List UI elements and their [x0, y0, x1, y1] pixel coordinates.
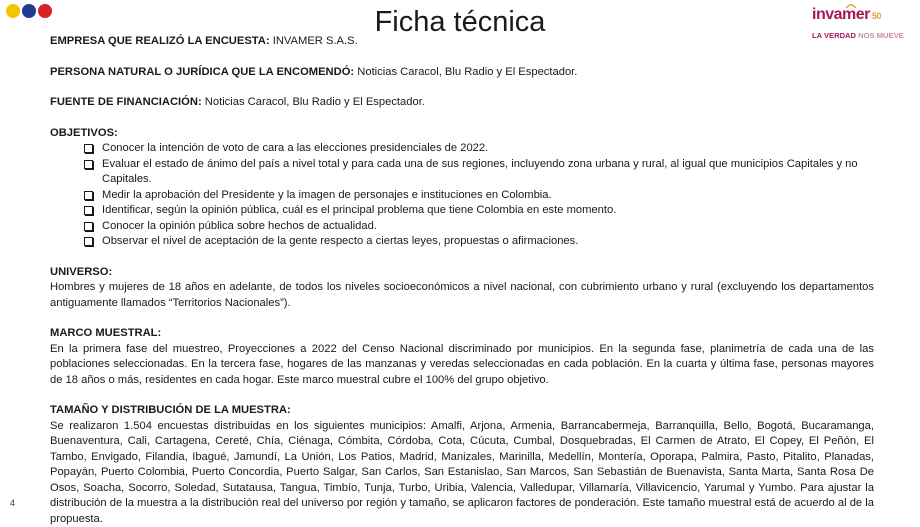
list-item: Observar el nivel de aceptación de la gente respecto a ciertas leyes, propuestas o afirmaciones.: [82, 234, 874, 250]
checkbox-bullet-icon: [84, 206, 93, 215]
tamano-text: Se realizaron 1.504 encuestas distribuidas en los siguientes municipios: Amalfi, Arjona, Armenia, Barrancabermeja, Barranquilla, Bello, Bogotá, Bucaramanga, Buenaventura, Cali, Cartagena, Cereté, Chía, Ciénaga, Cómbita, Córdoba, Cota, Cúcuta, Cumbal, Dosquebradas, El Carmen de Atrato, El Copey, El Peñón, El Tambo, Envigado, Filandia, Ibagué, Jamundí, La Unión, Los Patios, Madrid, Manizales, Marinilla, Medellín, Montería, Oporapa, Palmira, Pasto, Pitalito, Planadas, Popayán, Puerto Colombia, Puerto Concordia, Puerto Salgar, San Carlos, San Estanislao, San Marcos, San Sebastián de Buenavista, Santa Marta, Santa Rosa De Osos, Soacha, Socorro, Soledad, Sutatausa, Tangua, Timbío, Tunja, Turbo, Uribia, Valencia, Valledupar, Villamaría, Villavicencio, Yarumal y Yumbo. Para ajustar la distribución de la muestra a la distribución real del universo por región y tamaño, se aplicaron factores de ponderación. Este tamaño muestral está de acuerdo al de la propuesta.: [50, 419, 874, 527]
empresa-value: INVAMER S.A.S.: [273, 35, 358, 47]
marco-text: En la primera fase del muestreo, Proyecciones a 2022 del Censo Nacional discriminado por municipios. En la segunda fase, planimetría de cada una de las poblaciones seleccionadas. En la tercera fase, hogares de las manzanas y veredas seleccionadas en cada población. En la cuarta y última fase, personas mayores de 18 años o más, residentes en cada hogar. Este marco muestral cubre el 100% del grupo objetivo.: [50, 342, 874, 389]
page-title: Ficha técnica: [0, 2, 920, 42]
checkbox-bullet-icon: [84, 237, 93, 246]
logo-tagline-strong: LA VERDAD: [812, 31, 856, 40]
ficha-tecnica-content: [50, 34, 874, 527]
persona-value: Noticias Caracol, Blu Radio y El Espectador.: [357, 66, 577, 78]
checkbox-bullet-icon: [84, 144, 93, 153]
marco-heading: MARCO MUESTRAL:: [50, 326, 874, 342]
fuente-value: Noticias Caracol, Blu Radio y El Espectador.: [205, 96, 425, 108]
empresa-label: EMPRESA QUE REALIZÓ LA ENCUESTA: [50, 35, 266, 47]
logo-accent-icon: [846, 4, 856, 8]
persona-row: PERSONA NATURAL O JURÍDICA QUE LA ENCOMENDÓ: Noticias Caracol, Blu Radio y El Espectador.: [50, 65, 874, 81]
objetivos-heading: OBJETIVOS:: [50, 126, 874, 142]
fuente-row: FUENTE DE FINANCIACIÓN: Noticias Caracol, Blu Radio y El Espectador.: [50, 95, 874, 111]
checkbox-bullet-icon: [84, 160, 93, 169]
list-item: Medir la aprobación del Presidente y la imagen de personajes e instituciones en Colombia.: [82, 188, 874, 204]
page-number: 4: [10, 498, 15, 508]
empresa-row: EMPRESA QUE REALIZÓ LA ENCUESTA: INVAMER S.A.S.: [50, 34, 874, 50]
objetivos-list: [50, 141, 874, 250]
universo-text: Hombres y mujeres de 18 años en adelante, de todos los niveles socioeconómicos a nivel nacional, con cubrimiento urbano y rural (excluyendo los departamentos antiguamente llamados “Territorios Nacionales”).: [50, 280, 874, 311]
checkbox-bullet-icon: [84, 222, 93, 231]
logo-tagline-light: NOS MUEVE: [858, 31, 904, 40]
persona-label: PERSONA NATURAL O JURÍDICA QUE LA ENCOMENDÓ: [50, 66, 350, 78]
list-item: Conocer la intención de voto de cara a las elecciones presidenciales de 2022.: [82, 141, 874, 157]
list-item: Evaluar el estado de ánimo del país a nivel total y para cada una de sus regiones, incluyendo zona urbana y rural, al igual que municipios Capitales y no Capitales.: [82, 157, 874, 188]
logo-brand-text: invamer: [812, 6, 870, 23]
universo-heading: UNIVERSO:: [50, 265, 874, 281]
logo-anniversary-number: 50: [872, 11, 881, 21]
list-item: Identificar, según la opinión pública, cuál es el principal problema que tiene Colombia en este momento.: [82, 203, 874, 219]
tamano-heading: TAMAÑO Y DISTRIBUCIÓN DE LA MUESTRA:: [50, 403, 874, 419]
list-item: Conocer la opinión pública sobre hechos de actualidad.: [82, 219, 874, 235]
checkbox-bullet-icon: [84, 191, 93, 200]
fuente-label: FUENTE DE FINANCIACIÓN: [50, 96, 198, 108]
